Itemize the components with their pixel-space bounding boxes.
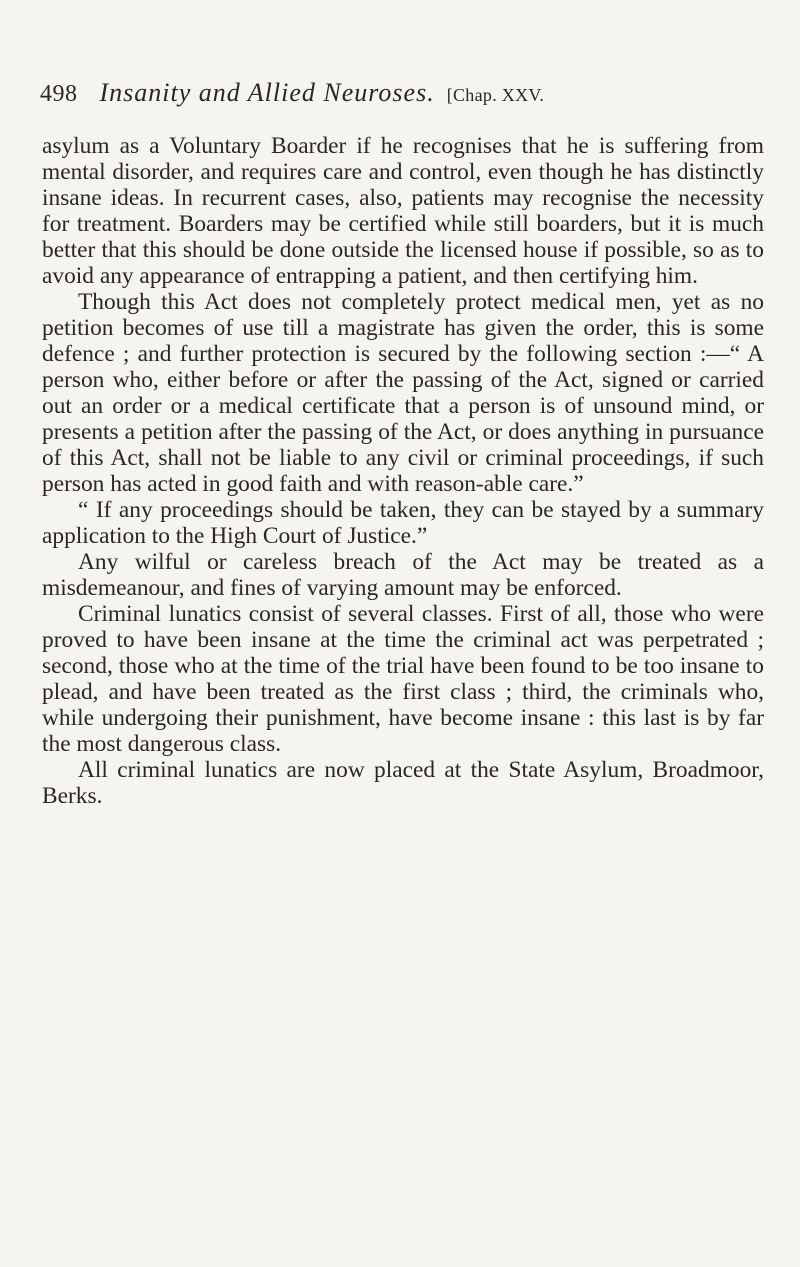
- running-title: Insanity and Allied Neuroses.: [99, 78, 435, 107]
- paragraph-act-protection: Though this Act does not completely protect medical men, yet as no petition becomes of use till a magistrate has given the order, this is some defence ; and further protection is secured by the following section :—“ A person who, either before or after the passing of the Act, signed or carried out an order or a medical certificate that a person is of unsound mind, or presents a petition after the passing of the Act, or does anything in pursuance of this Act, shall not be liable to any civil or criminal proceedings, if such person has acted in good faith and with reason-able care.”: [42, 289, 764, 497]
- paragraph-breach: Any wilful or careless breach of the Act may be treated as a misdemeanour, and fines of varying amount may be enforced.: [42, 549, 764, 601]
- paragraph-broadmoor: All criminal lunatics are now placed at the State Asylum, Broadmoor, Berks.: [42, 757, 764, 809]
- paragraph-proceedings: “ If any proceedings should be taken, they can be stayed by a summary application to the High Court of Justice.”: [42, 497, 764, 549]
- body-text: [42, 133, 764, 809]
- paragraph-criminal-lunatics: Criminal lunatics consist of several classes. First of all, those who were proved to have been insane at the time the criminal act was perpetrated ; second, those who at the time of the trial have been found to be too insane to plead, and have been treated as the first class ; third, the criminals who, while undergoing their punishment, have become insane : this last is by far the most dangerous class.: [42, 601, 764, 757]
- page-number: 498: [40, 81, 78, 107]
- paragraph-continuation: asylum as a Voluntary Boarder if he recognises that he is suffering from mental disorder, and requires care and control, even though he has distinctly insane ideas. In recurrent cases, also, patients may recognise the necessity for treatment. Boarders may be certified while still boarders, but it is much better that this should be done outside the licensed house if possible, so as to avoid any appearance of entrapping a patient, and then certifying him.: [42, 133, 764, 289]
- running-header: [40, 78, 766, 118]
- chapter-label: [Chap. XXV.: [446, 85, 545, 105]
